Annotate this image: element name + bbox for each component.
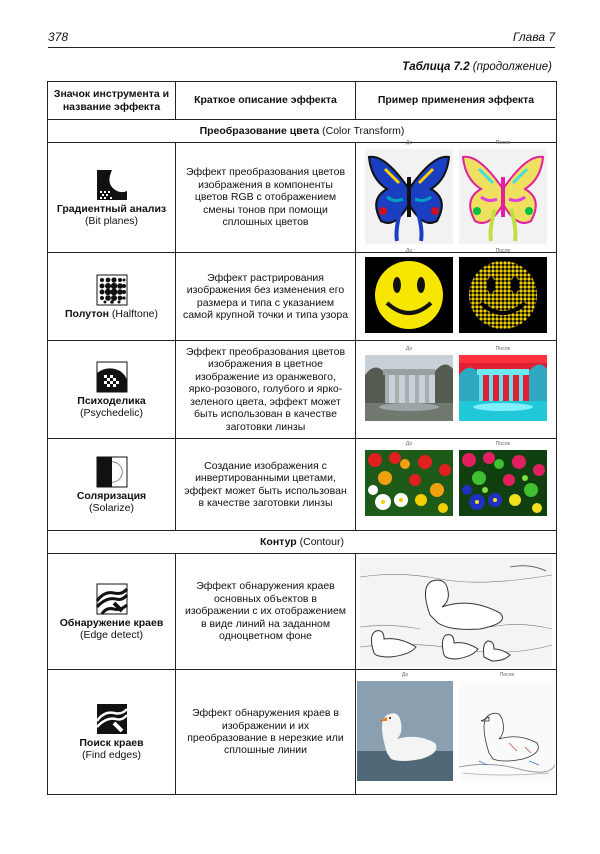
before-label: До [405,248,413,254]
table-row [48,670,557,795]
tool-cell [48,253,176,341]
after-label: После [495,139,511,146]
flowers-before-image [365,450,453,516]
table-row [48,143,557,253]
effect-english-name: (Edge detect) [79,628,144,641]
bit-planes-icon [96,169,128,201]
after-label: После [495,346,511,352]
tool-cell [48,439,176,531]
effect-description: Эффект обнаружения краев в изображении и их преобразование в нерезкие или сплошные линии [176,670,356,795]
effect-english-name: (Solarize) [89,501,134,514]
effect-name: Соляризация [76,489,147,502]
table-row [48,439,557,531]
edge-detect-icon [96,583,128,615]
effect-name: Поиск краев [79,737,144,749]
colonnade-after-image [459,355,547,421]
butterfly-before-image [365,149,453,244]
effect-name: Полутон [65,307,109,320]
example-cell [356,554,557,670]
example-cell [356,670,557,795]
effect-name-line [65,308,158,320]
swan-after-image [459,681,555,781]
smiley-before-image [365,257,453,333]
effect-english-name: (Bit planes) [84,214,139,227]
before-label: До [405,441,413,447]
colonnade-before-image [365,355,453,421]
before-label: До [401,671,409,678]
table-caption-label: Таблица 7.2 [402,61,470,73]
swans-contour-image [360,557,552,667]
table-row [48,554,557,670]
effect-description: Эффект растрирования изображения без изменения его размера и типа с указанием самой крупной точки и типа узора [176,253,356,341]
after-label: После [495,248,511,254]
after-label: После [495,441,511,447]
effect-description: Эффект обнаружения краев основных объектов в изображении с их отображением в виде линий на заданном одноцветном фоне [176,554,356,670]
effect-description: Эффект преобразования цветов изображения в цветное изображение из оранжевого, ярко-розового, голубого и ярко-зеленого цвета, эффект может быть использован в качестве заготовки линзы [176,341,356,439]
effect-description: Создание изображения с инвертированными цветами, эффект может быть использован в качестве заготовки линзы [176,439,356,531]
example-cell [356,139,557,253]
chapter-title: Глава 7 [512,30,555,44]
section-title-bold: Контур [260,536,297,548]
smiley-after-image [459,257,547,333]
solarize-icon [96,456,128,488]
section-title-bold: Преобразование цвета [199,125,320,137]
section-row-contour [48,531,557,554]
before-label: До [405,139,413,146]
effect-name: Психоделика [77,394,146,407]
effect-english-name: (Halftone) [111,307,158,320]
section-title-english: (Contour) [296,536,344,548]
table-header-row [48,82,557,120]
example-cell [356,248,557,341]
tool-cell [48,670,176,795]
table-row [48,341,557,439]
column-header-tool: Значок инструмента и название эффекта [48,82,176,120]
table-caption [402,61,552,73]
table-row [48,253,557,341]
effect-english-name: (Psychedelic) [79,406,144,419]
swan-before-image [357,681,453,781]
flowers-after-image [459,450,547,516]
tool-cell [48,341,176,439]
tool-cell [48,554,176,670]
section-title [48,531,557,554]
effects-table [47,81,557,795]
page-number: 378 [48,30,69,44]
page-header [48,30,555,48]
before-label: До [405,346,413,352]
effect-description: Эффект преобразования цветов изображения в компоненты цветов RGB с отображением смены тонов при помощи сплошных цветов [176,143,356,253]
column-header-example: Пример применения эффекта [356,82,557,120]
butterfly-after-image [459,149,547,244]
find-edges-icon [96,703,128,735]
halftone-icon [96,274,128,306]
column-header-description: Краткое описание эффекта [176,82,356,120]
table-caption-note: (продолжение) [469,61,552,73]
effect-name: Обнаружение краев [59,616,164,629]
example-cell [356,439,557,531]
psychedelic-icon [96,361,128,393]
tool-cell [48,143,176,253]
section-title-english: (Color Transform) [319,125,405,137]
effect-name: Градиентный анализ [56,202,167,215]
effect-english-name: (Find edges) [82,749,141,761]
example-cell [356,341,557,439]
after-label: После [499,671,515,678]
